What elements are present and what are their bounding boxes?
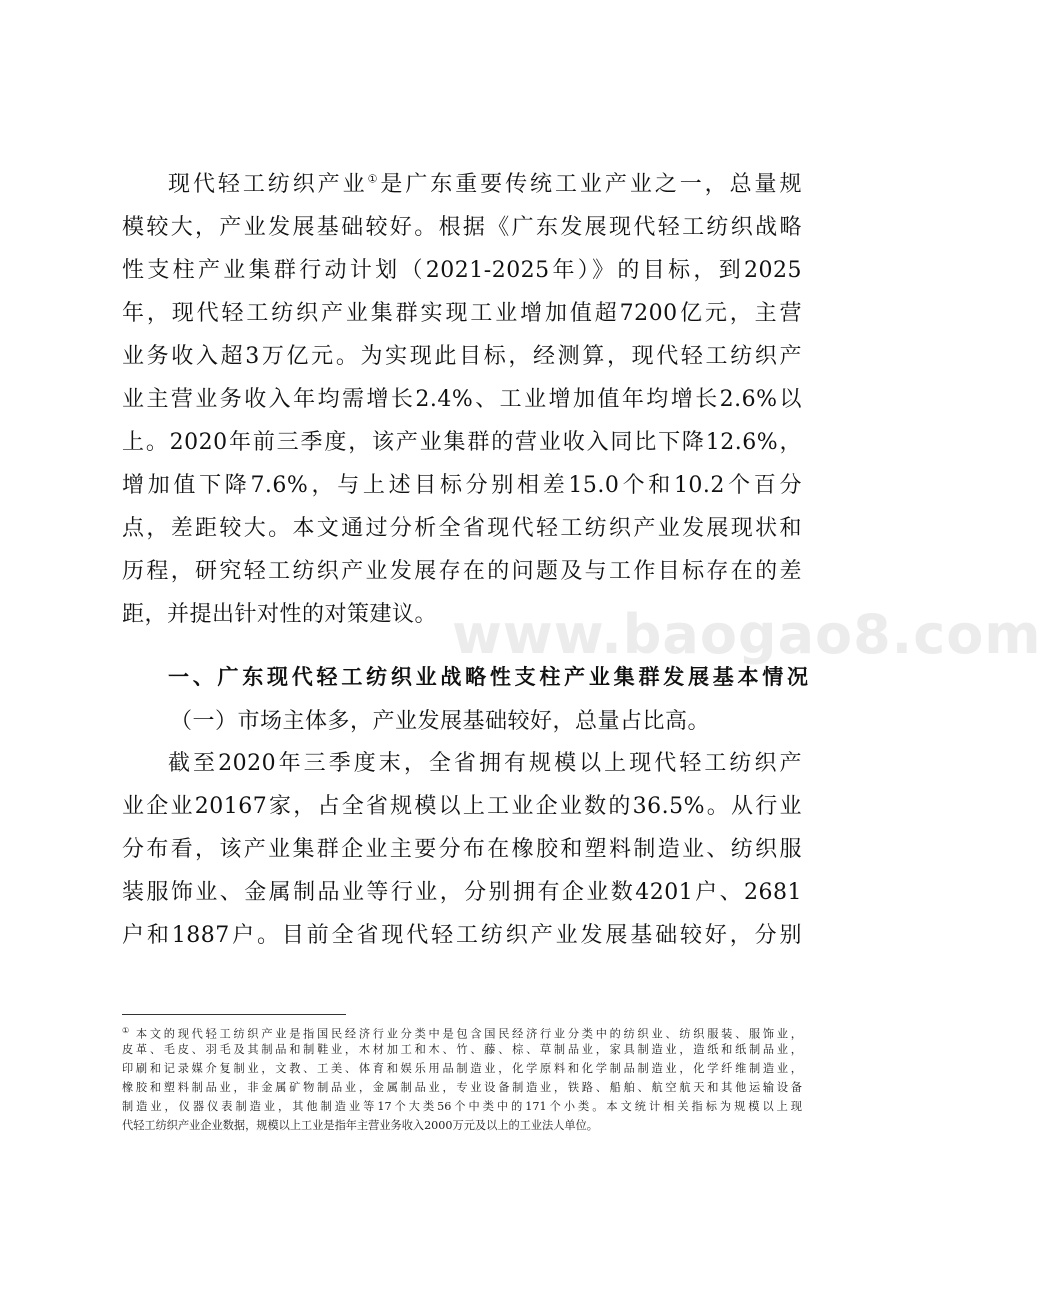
footnote-line-2: 皮革、毛皮、羽毛及其制品和制鞋业，木材加工和木、竹、藤、棕、草制品业，家具制造业，造纸和纸制品业， bbox=[122, 1043, 802, 1056]
footnote-ref-1[interactable]: ① bbox=[367, 172, 381, 186]
intro-line-4: 年，现代轻工纺织产业集群实现工业增加值超7200亿元，主营 bbox=[122, 301, 802, 326]
intro-line-1 bbox=[168, 168, 802, 202]
intro-line-10: 历程，研究轻工纺织产业发展存在的问题及与工作目标存在的差 bbox=[122, 559, 802, 584]
para2-line-5: 户和1887户。目前全省现代轻工纺织产业发展基础较好，分别 bbox=[122, 923, 802, 948]
intro-line-9: 点，差距较大。本文通过分析全省现代轻工纺织产业发展现状和 bbox=[122, 516, 802, 541]
footnote-line-5: 制造业，仪器仪表制造业，其他制造业等17个大类56个中类中的171个小类。本文统计相关指标为规模以上现 bbox=[122, 1100, 802, 1113]
intro-line-6: 业主营业务收入年均需增长2.4%、工业增加值年均增长2.6%以 bbox=[122, 387, 802, 412]
footnote-mark: ① bbox=[122, 1026, 132, 1035]
intro-line-2: 模较大，产业发展基础较好。根据《广东发展现代轻工纺织战略 bbox=[122, 215, 802, 240]
intro-line-3: 性支柱产业集群行动计划（2021-2025年）》的目标，到2025 bbox=[122, 258, 802, 283]
para2-line-2: 业企业20167家，占全省规模以上工业企业数的36.5%。从行业 bbox=[122, 794, 802, 819]
para2-line-4: 装服饰业、金属制品业等行业，分别拥有企业数4201户、2681 bbox=[122, 880, 802, 905]
para2-line-3: 分布看，该产业集群企业主要分布在橡胶和塑料制造业、纺织服 bbox=[122, 837, 802, 862]
intro-line-1-tail: 是广东重要传统工业产业之一，总量规 bbox=[380, 172, 802, 197]
intro-line-5: 业务收入超3万亿元。为实现此目标，经测算，现代轻工纺织产 bbox=[122, 344, 802, 369]
watermark: www.baogao8.com bbox=[452, 603, 1042, 666]
para2-line-1: 截至2020年三季度末，全省拥有规模以上现代轻工纺织产 bbox=[168, 751, 802, 776]
footnote-line-3: 印刷和记录媒介复制业，文教、工美、体育和娱乐用品制造业，化学原料和化学制品制造业，化学纤维制造业， bbox=[122, 1062, 802, 1075]
intro-line-7: 上。2020年前三季度，该产业集群的营业收入同比下降12.6%， bbox=[122, 430, 802, 455]
footnote-line-1-text: 本文的现代轻工纺织产业是指国民经济行业分类中是包含国民经济行业分类中的纺织业、纺织服装、服饰业， bbox=[135, 1027, 802, 1041]
subsection-heading: （一）市场主体多，产业发展基础较好，总量占比高。 bbox=[170, 709, 711, 734]
footnote-divider bbox=[122, 1014, 346, 1015]
intro-line-11: 距，并提出针对性的对策建议。 bbox=[122, 602, 438, 627]
footnote-line-4: 橡胶和塑料制品业，非金属矿物制品业，金属制品业，专业设备制造业，铁路、船舶、航空航天和其他运输设备 bbox=[122, 1081, 802, 1094]
footnote-line-1 bbox=[122, 1022, 802, 1039]
intro-line-1-head: 现代轻工纺织产业 bbox=[168, 172, 368, 197]
footnote-line-6: 代轻工纺织产业企业数据，规模以上工业是指年主营业务收入2000万元及以上的工业法人单位。 bbox=[122, 1119, 598, 1132]
section-heading: 一、广东现代轻工纺织业战略性支柱产业集群发展基本情况 bbox=[168, 665, 808, 689]
intro-line-8: 增加值下降7.6%，与上述目标分别相差15.0个和10.2个百分 bbox=[122, 473, 802, 498]
